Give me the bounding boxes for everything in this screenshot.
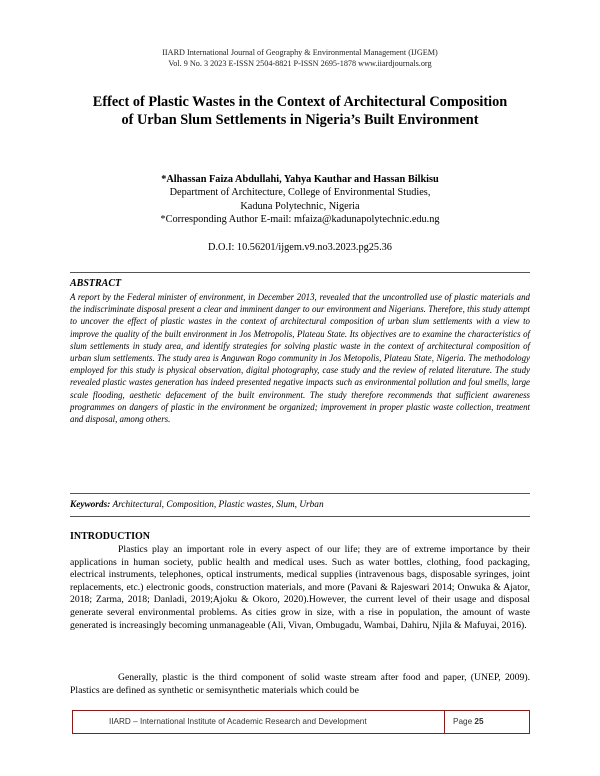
doi: D.O.I: 10.56201/ijgem.v9.no3.2023.pg25.36	[208, 242, 392, 253]
paragraph-1-text: Plastics play an important role in every aspect of our life; they are of extreme importance by their applications in human society, public health and medical uses. Such as water bottles, clothing, food packaging, electrical instruments, telephones, optical instruments, medical supplies (intravenous bags, disposable syringes, joint replacements, etc.) electronic goods, construction materials, and more (Pavani & Rajeswari 2014; Onwuka & Ajator, 2018; Zarma, 2018; Danladi, 2019;Ajoku & Okoro, 2020).However, the current level of their usage and disposal generate several environmental problems. As cities grow in size, with a rise in population, the amount of waste generated is increasingly becoming unmanageable (Ali, Vivan, Ombugadu, Wambai, Dahiru, Njila & Mafuyai, 2016).	[70, 544, 530, 631]
page-number: 25	[474, 717, 484, 726]
journal-header	[0, 47, 600, 69]
keywords-list: Architectural, Composition, Plastic wastes, Slum, Urban	[110, 500, 324, 510]
introduction-heading: INTRODUCTION	[70, 531, 151, 542]
paragraph-2-text: Generally, plastic is the third component of solid waste stream after food and paper, (UNEP, 2009). Plastics are defined as synthetic or semisynthetic materials which could be	[70, 672, 530, 696]
affiliation-line-2: Kaduna Polytechnic, Nigeria	[240, 200, 360, 212]
paper-title: Effect of Plastic Wastes in the Context of Architectural Composition of Urban Slum Settlements in Nigeria’s Built Environment	[92, 94, 508, 128]
footer-page	[445, 711, 529, 733]
footer-institute: IIARD – International Institute of Academic Research and Development	[73, 711, 445, 733]
corresponding-author: *Corresponding Author E-mail: mfaiza@kadunapolytechnic.edu.ng	[160, 214, 440, 226]
journal-issue-info: Vol. 9 No. 3 2023 E-ISSN 2504-8821 P-ISSN 2695-1878 www.iiardjournals.org	[168, 59, 432, 68]
abstract-text: A report by the Federal minister of environment, in December 2013, revealed that the uncontrolled use of plastic materials and the indiscriminate disposal present a clear and imminent danger to our environment and Nigerians. Therefore, this study attempt to uncover the effect of plastic wastes in the context of architectural composition of urban slum settlements with a view to improve the quality of the built environment in Jos Metropolis, Plateau State. Its objectives are to examine the characteristics of slum settlements in study area, and identify strategies for solving plastic waste in the context of architectural composition of urban slum settlements. The study area is Anguwan Rogo community in Jos Metopolis, Plateau State, Nigeria. The methodology employed for this study is physical observation, digital photography, case study and the review of related literature. The study revealed plastic wastes generation has indeed presented negative impacts such as environmental pollution and foul smells, large scale flooding, aesthetic defacement of the built environment. The study therefore recommends that sufficient awareness programmes on dangers of plastic in the environment be organized; improvement in proper plastic waste collection, treatment and disposal, among others.	[70, 292, 530, 425]
divider-abstract-bottom	[70, 493, 530, 494]
affiliation-line-1: Department of Architecture, College of Environmental Studies,	[169, 187, 431, 199]
introduction-paragraph-1	[70, 544, 530, 632]
keywords	[70, 499, 530, 511]
page-footer	[72, 710, 530, 734]
journal-name: IIARD International Journal of Geography & Environmental Management (IJGEM)	[162, 48, 438, 57]
page-label: Page	[453, 717, 473, 726]
abstract-heading: ABSTRACT	[70, 278, 122, 289]
keywords-label: Keywords:	[70, 500, 111, 510]
divider-keywords-bottom	[70, 516, 530, 517]
author-block	[0, 173, 600, 227]
author-names: *Alhassan Faiza Abdullahi, Yahya Kauthar and Hassan Bilkisu	[161, 174, 439, 185]
divider-top	[70, 272, 530, 273]
introduction-paragraph-2	[70, 672, 530, 697]
